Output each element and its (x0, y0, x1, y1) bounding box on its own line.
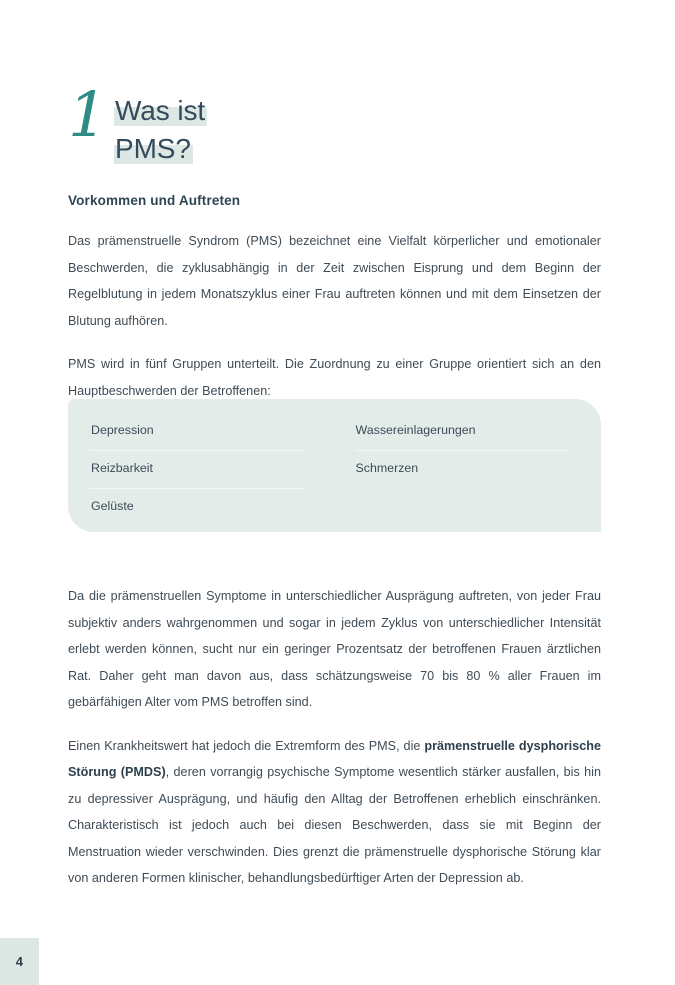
chapter-title-line-1: Was ist (115, 95, 206, 126)
pms-groups-callout (68, 399, 601, 532)
callout-column-left (90, 413, 335, 522)
page-number-badge (0, 938, 39, 985)
body-text-column (68, 228, 601, 909)
paragraph-2: PMS wird in fünf Gruppen unterteilt. Die Zuordnung zu einer Gruppe orientiert sich an den Hauptbeschwerden der Betroffenen: (68, 357, 601, 398)
paragraph-1: Das prämenstruelle Syndrom (PMS) bezeichnet eine Vielfalt körperlicher und emotionaler Beschwerden, die zyklusabhängig in der Zeit zwischen Eisprung und dem Beginn der Regelblutung in jedem Monatszyklus einer Frau auftreten können und mit dem Einsetzen der Blutung aufhören. (68, 234, 601, 328)
paragraph-4-emphasis: prämenstruelle dysphorische Störung (PMDS) (68, 738, 601, 779)
paragraph-4-lead: Einen Krankheitswert hat jedoch die Extremform des PMS, die (68, 738, 425, 753)
list-item: Wassereinlagerungen (355, 413, 570, 451)
list-item: Depression (90, 413, 305, 451)
page-number: 4 (15, 954, 24, 969)
list-item: Reizbarkeit (90, 451, 305, 489)
callout-columns (90, 413, 579, 522)
callout-column-right (335, 413, 580, 522)
chapter-title-line-2: PMS? (115, 133, 191, 164)
paragraph-4 (68, 733, 601, 892)
list-item: Gelüste (91, 499, 134, 513)
paragraph-3: Da die prämenstruellen Symptome in unterschiedlicher Ausprägung auftreten, von jeder Frau subjektiv anders wahrgenommen und sogar in jedem Zyklus von unterschiedlicher Intensität erlebt werden können, sucht nur ein geringer Prozentsatz der betroffenen Frauen ärztlichen Rat. Daher geht man davon aus, dass schätzungsweise 70 bis 80 % aller Frauen im gebärfähigen Alter vom PMS betroffen sind. (68, 589, 601, 709)
page-title (114, 86, 207, 168)
chapter-number: 1 (68, 78, 106, 151)
chapter-heading (68, 78, 548, 168)
list-item: Schmerzen (355, 461, 419, 475)
paragraph-4-tail: , deren vorrangig psychische Symptome wesentlich stärker ausfallen, bis hin zu depressiver Ausprägung, und häufig den Alltag der Betroffenen erheblich einschränken. Charakteristisch ist jedoch auch bei diesen Beschwerden, dass sie mit Beginn der Menstruation wieder verschwinden. Dies grenzt die prämenstruelle dysphorische Störung klar von anderen Formen klinischer, behandlungsbedürftiger Arten der Depression ab. (68, 765, 601, 885)
section-subheading: Vorkommen und Auftreten (68, 193, 241, 208)
